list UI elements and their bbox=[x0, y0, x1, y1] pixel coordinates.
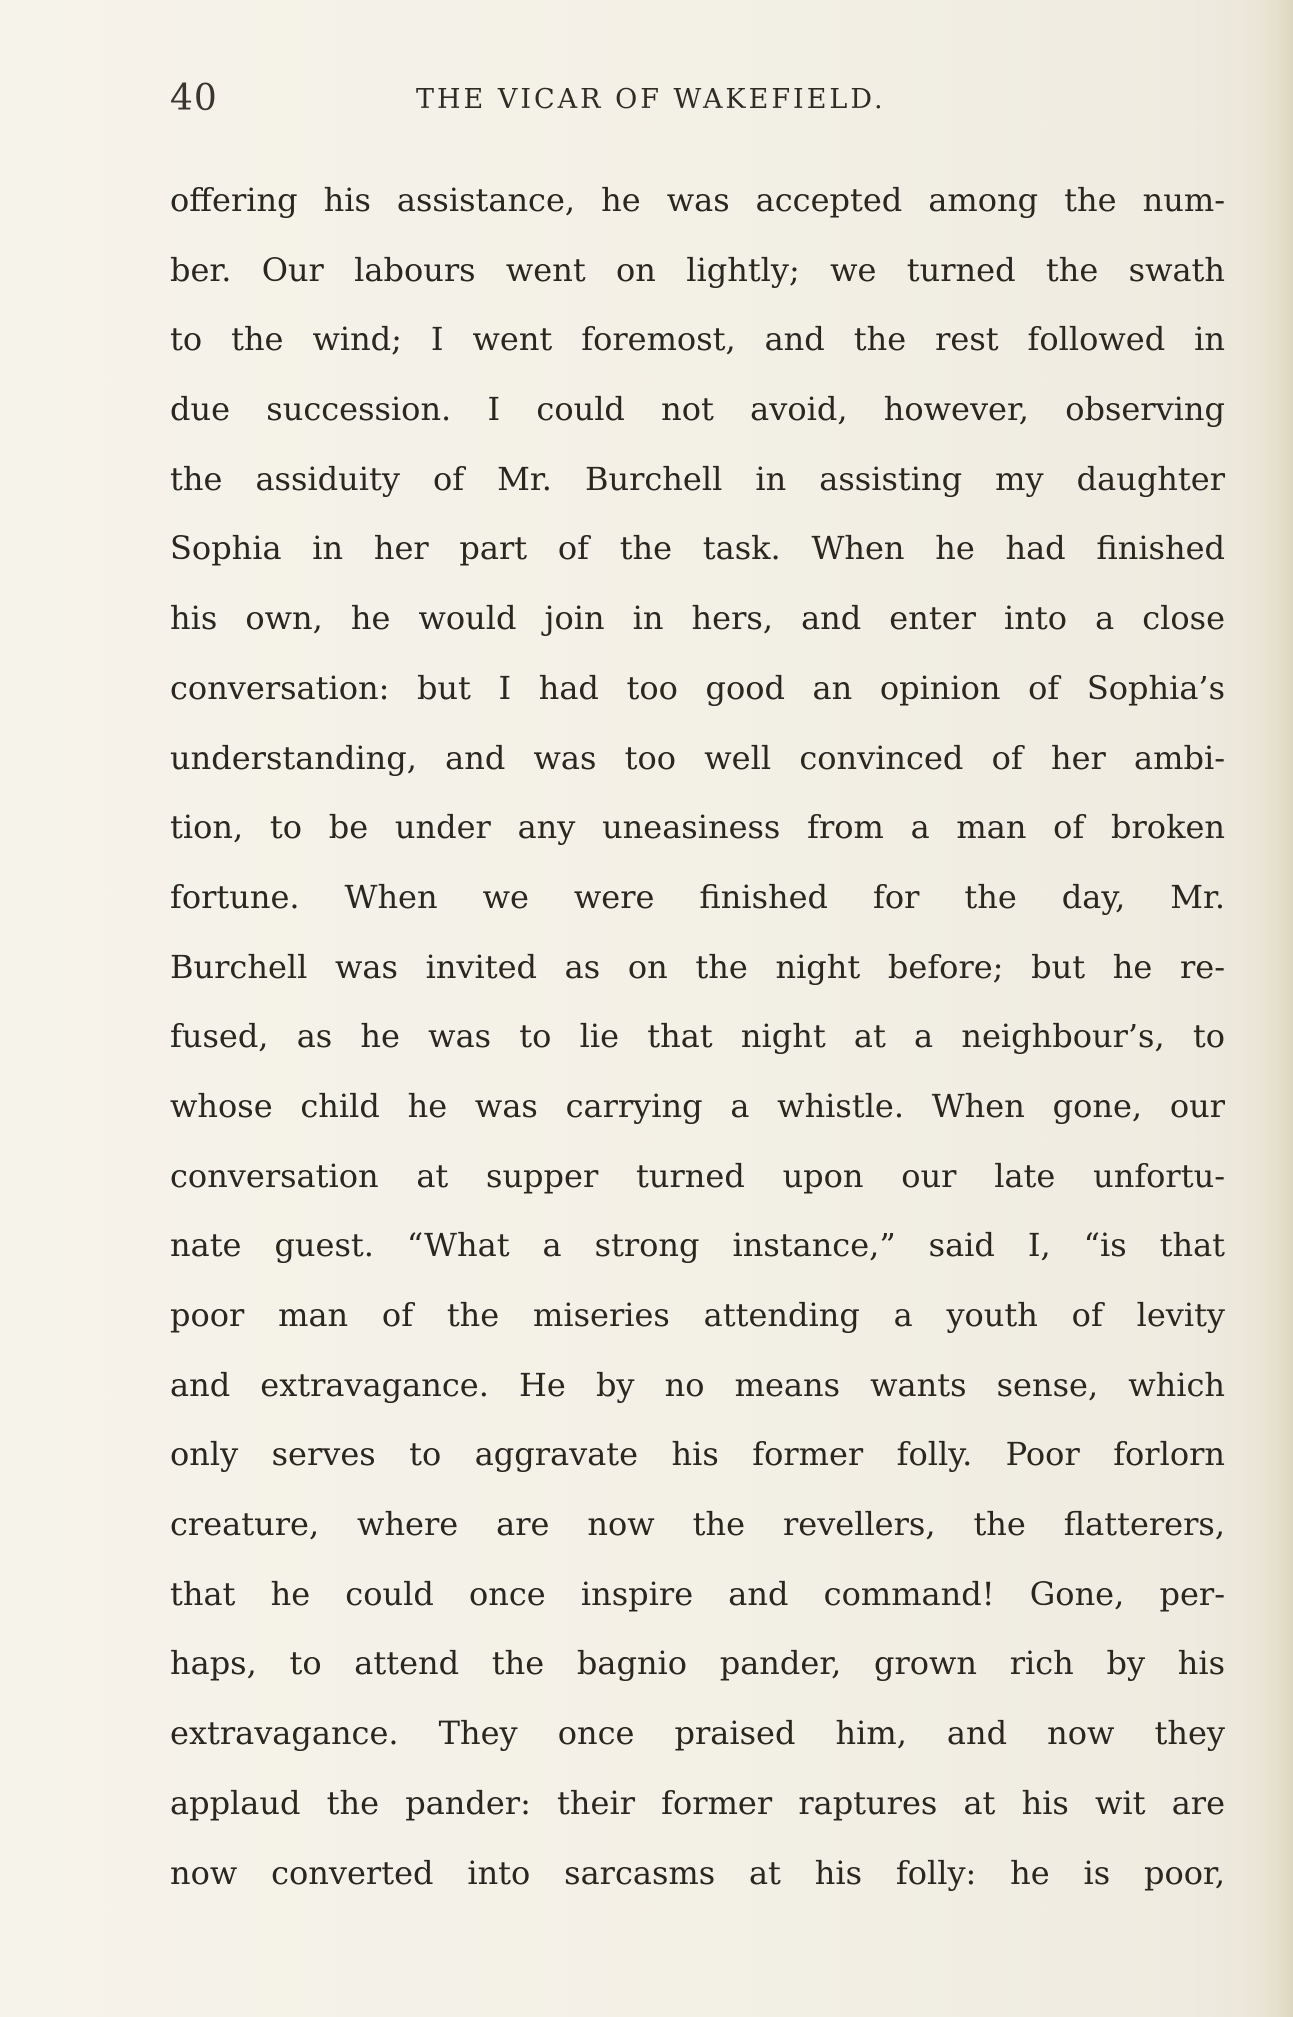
text-line-5: the assiduity of Mr. Burchell in assisting my daughter bbox=[170, 459, 1225, 498]
text-line-6: Sophia in her part of the task. When he had finished bbox=[170, 529, 1225, 568]
text-line-2: ber. Our labours went on lightly; we turned the swath bbox=[170, 250, 1225, 289]
text-line-21: that he could once inspire and command! Gone, per- bbox=[170, 1574, 1225, 1613]
text-line-9: understanding, and was too well convinced of her ambi- bbox=[170, 738, 1225, 777]
text-line-15: conversation at supper turned upon our late unfortu- bbox=[170, 1156, 1225, 1195]
text-line-7: his own, he would join in hers, and enter into a close bbox=[170, 599, 1225, 638]
text-line-14: whose child he was carrying a whistle. When gone, our bbox=[170, 1086, 1225, 1125]
running-head: THE VICAR OF WAKEFIELD. bbox=[416, 84, 886, 115]
text-line-25: now converted into sarcasms at his folly: he is poor, bbox=[170, 1853, 1225, 1892]
text-line-24: applaud the pander: their former raptures at his wit are bbox=[170, 1783, 1225, 1822]
text-line-12: Burchell was invited as on the night before; but he re- bbox=[170, 947, 1225, 986]
body-text bbox=[170, 166, 1225, 1908]
page-header bbox=[170, 78, 1225, 138]
page-number: 40 bbox=[170, 78, 218, 119]
text-line-8: conversation: but I had too good an opinion of Sophia’s bbox=[170, 668, 1225, 707]
text-line-13: fused, as he was to lie that night at a neighbour’s, to bbox=[170, 1017, 1225, 1056]
text-line-16: nate guest. “What a strong instance,” said I, “is that bbox=[170, 1226, 1225, 1265]
text-line-18: and extravagance. He by no means wants sense, which bbox=[170, 1365, 1225, 1404]
text-line-3: to the wind; I went foremost, and the rest followed in bbox=[170, 320, 1225, 359]
text-line-19: only serves to aggravate his former folly. Poor forlorn bbox=[170, 1435, 1225, 1474]
text-line-1: offering his assistance, he was accepted among the num- bbox=[170, 181, 1225, 219]
text-line-23: extravagance. They once praised him, and now they bbox=[170, 1714, 1225, 1753]
text-line-4: due succession. I could not avoid, however, observing bbox=[170, 390, 1225, 429]
page-edge-shadow bbox=[1255, 0, 1293, 2017]
text-line-11: fortune. When we were finished for the day, Mr. bbox=[170, 877, 1225, 916]
text-line-22: haps, to attend the bagnio pander, grown rich by his bbox=[170, 1644, 1225, 1683]
text-line-17: poor man of the miseries attending a youth of levity bbox=[170, 1296, 1225, 1334]
text-line-10: tion, to be under any uneasiness from a man of broken bbox=[170, 808, 1225, 847]
text-line-20: creature, where are now the revellers, the flatterers, bbox=[170, 1505, 1225, 1544]
